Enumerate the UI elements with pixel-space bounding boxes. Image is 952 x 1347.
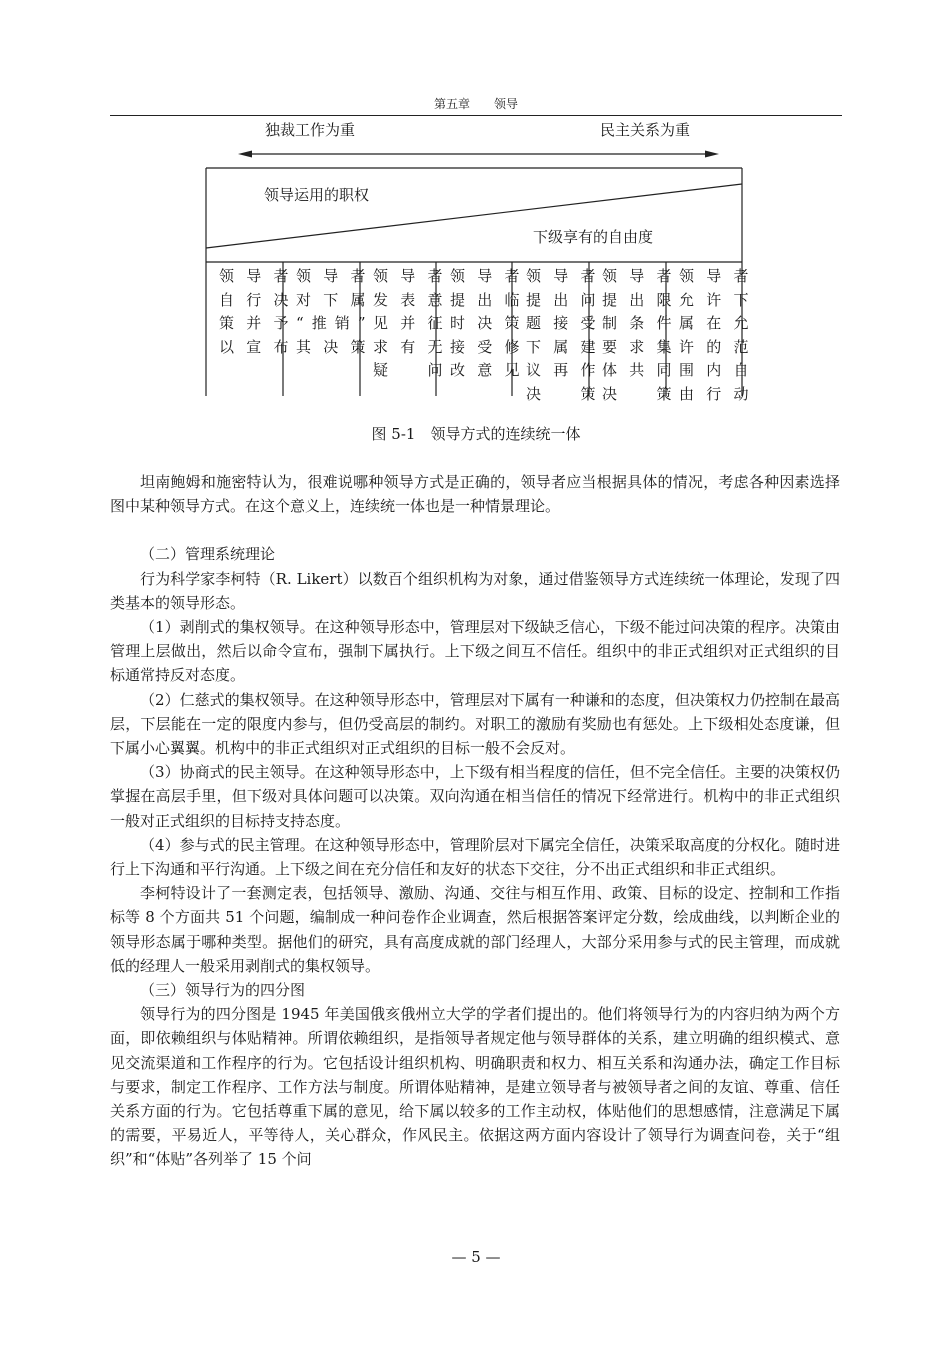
section-label: 领导: [494, 97, 519, 111]
paragraph: （3）协商式的民主领导。在这种领导形态中，上下级有相当程度的信任，但不完全信任。主要的决策权仍掌握在高层手里，但下级对具体问题可以决策。双向沟通在相当信任的情况下经常进行。机构中的非正式组织一般对正式组织的目标持支持态度。: [110, 763, 840, 830]
leadership-style-6: 领导者 提出限 制条件 要求集 体共同 决 策: [602, 267, 672, 403]
paragraph: 坦南鲍姆和施密特认为，很难说哪种领导方式是正确的，领导者应当根据具体的情况，考虑各种因素选择图中某种领导方式。在这个意义上，连续统一体也是一种情景理论。: [110, 473, 840, 516]
democratic-label: 民主关系为重: [600, 121, 691, 139]
freedom-label: 下级享有的自由度: [533, 228, 654, 246]
leadership-style-7: 领导者 允许下 属在允 许的范 围内自 由行动: [679, 267, 749, 403]
figure-caption: 图 5-1 领导方式的连续统一体: [371, 425, 581, 443]
body-text: [110, 470, 840, 1172]
page-number: — 5 —: [451, 1248, 501, 1266]
autocratic-label: 独裁工作为重: [265, 121, 356, 139]
paragraph: （4）参与式的民主管理。在这种领导形态中，管理阶层对下属完全信任，决策采取高度的分权化。随时进行上下沟通和平行沟通。上下级之间在充分信任和友好的状态下交往，分不出正式组织和非正式组织。: [110, 835, 840, 879]
leadership-style-1: 领导者 自行决 策并予 以宣布: [219, 267, 289, 356]
arrow-left-head: [238, 151, 252, 158]
paragraph: （1）剥削式的集权领导。在这种领导形态中，管理层对下级缺乏信心，下级不能过问决策的程序。决策由管理上层做出，然后以命令宣布，强制下属执行。上下级之间互不信任。组织中的非正式组织对正式组织的目标通常持反对态度。: [110, 618, 840, 685]
arrow-right-head: [705, 151, 719, 158]
section-heading: （三）领导行为的四分图: [140, 981, 306, 1000]
paragraph: 李柯特设计了一套测定表，包括领导、激励、沟通、交往与相互作用、政策、目标的设定、控制和工作指标等 8 个方面共 51 个问题，编制成一种问卷作企业调查，然后根据答案评定分数，绘成曲线，以判断企业的领导形态属于哪种类型。据他们的研究，具有高度成就的部门经理人，大部分采用参与式的民主管理，而成就低的经理人一般采用剥削式的集权领导。: [110, 884, 840, 975]
paragraph: 行为科学家李柯特（R. Likert）以数百个组织机构为对象，通过借鉴领导方式连续统一体理论，发现了四类基本的领导形态。: [110, 569, 840, 612]
authority-label: 领导运用的职权: [264, 186, 370, 204]
leadership-style-4: 领导者 提出临 时决策 接受修 改意见: [450, 267, 520, 379]
leadership-style-2: 领导者 对下属 “推销” 其决策: [296, 267, 366, 356]
leadership-style-3: 领导者 发表意 见并征 求有无 疑 问: [373, 267, 443, 379]
section-heading: （二）管理系统理论: [140, 545, 276, 564]
paragraph: （2）仁慈式的集权领导。在这种领导形态中，管理层对下属有一种谦和的态度，但决策权力仍控制在最高层，下层能在一定的限度内参与，但仍受高层的制约。对职工的激励有奖励也有惩处。上下级相处态度谦，但下属小心翼翼。机构中的非正式组织对正式组织的目标一般不会反对。: [110, 690, 840, 758]
leadership-style-5: 领导者 提出问 题接受 下属建 议再作 决 策: [526, 267, 596, 403]
chapter-label: 第五章: [433, 97, 470, 111]
paragraph: 领导行为的四分图是 1945 年美国俄亥俄州立大学的学者们提出的。他们将领导行为的内容归纳为两个方面，即依赖组织与体贴精神。所谓依赖组织，是指领导者规定他与领导群体的关系，建立明确的组织模式、意见交流渠道和工作程序的行为。它包括设计组织机构、明确职责和权力、相互关系和沟通办法，确定工作目标与要求，制定工作程序、工作方法与制度。所谓体贴精神，是建立领导者与被领导者之间的友谊、尊重、信任关系方面的行为。它包括尊重下属的意见，给下属以较多的工作主动权，体贴他们的思想感情，注意满足下属的需要，平易近人，平等待人，关心群众，作风民主。依据这两方面内容设计了领导行为调查问卷，关于“组织”和“体贴”各列举了 15 个问: [110, 1005, 840, 1169]
